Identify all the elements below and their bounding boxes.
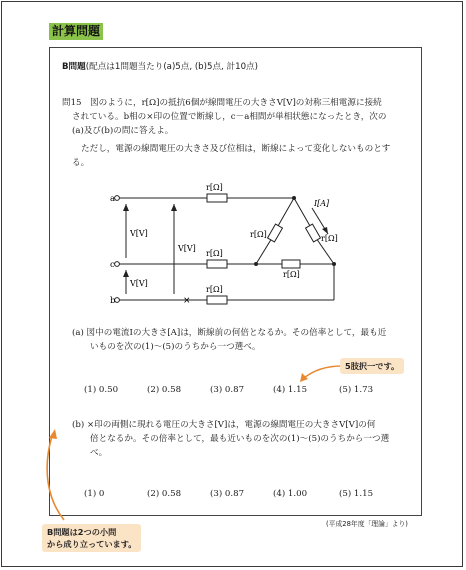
resistor-delta-bottom bbox=[282, 260, 300, 268]
voltage-arrow-bc-up bbox=[123, 270, 129, 277]
section-tag: 計算問題 bbox=[49, 23, 103, 40]
resistor-a-label: r[Ω] bbox=[206, 183, 223, 192]
terminal-a-label: a bbox=[110, 194, 116, 204]
question-b-choice-2: (2) 0.58 bbox=[147, 489, 182, 499]
voltage-ac-label: V[V] bbox=[130, 229, 148, 238]
callout-two-subquestions bbox=[42, 524, 141, 552]
question-a-choice-3: (3) 0.87 bbox=[210, 385, 245, 395]
problem-note-line-1: ただし，電源の線間電圧の大きさ及び位相は，断線によって変化しないものとす bbox=[81, 144, 391, 154]
question-b-choice-5: (5) 1.15 bbox=[339, 489, 374, 499]
problem-heading-note: (配点は1問題当たり(a)5点, (b)5点, 計10点) bbox=[85, 62, 258, 72]
source-citation: (平成28年度「理論」より) bbox=[326, 520, 408, 528]
problem-body-line-3: (a)及び(b)の問に答えよ。 bbox=[72, 126, 174, 136]
problem-body-line-2: されている。b相の×印の位置で断線し，c－a相間が単相状態になったとき，次の bbox=[72, 112, 387, 122]
junction-right bbox=[332, 262, 336, 266]
resistor-delta-left bbox=[268, 224, 283, 242]
resistor-delta-bottom-label: r[Ω] bbox=[283, 270, 300, 279]
problem-heading-label: B問題 bbox=[62, 62, 86, 72]
exam-sheet bbox=[49, 47, 422, 516]
callout-two-subquestions-line-2: から成り立っています。 bbox=[47, 539, 137, 549]
resistor-delta-right bbox=[306, 224, 321, 242]
question-a-choice-5: (5) 1.73 bbox=[339, 385, 374, 395]
resistor-b-label: r[Ω] bbox=[206, 285, 223, 294]
resistor-a-line bbox=[207, 194, 227, 202]
question-a-choice-4: (4) 1.15 bbox=[273, 385, 308, 395]
problem-number: 問15 bbox=[62, 98, 82, 108]
junction-left bbox=[254, 262, 258, 266]
circuit-diagram bbox=[50, 178, 423, 313]
resistor-delta-left-label: r[Ω] bbox=[250, 230, 267, 239]
resistor-b-line bbox=[207, 296, 227, 304]
break-mark: × bbox=[183, 296, 191, 306]
problem-note-line-2: る。 bbox=[72, 158, 90, 168]
junction-top bbox=[292, 196, 296, 200]
question-a-choice-1: (1) 0.50 bbox=[84, 385, 119, 395]
resistor-c-label: r[Ω] bbox=[206, 249, 223, 258]
question-b-choice-4: (4) 1.00 bbox=[273, 489, 308, 499]
resistor-delta-right-label: r[Ω] bbox=[321, 234, 338, 243]
terminal-c-label: c bbox=[110, 260, 115, 270]
problem-body-line-1: 図のように，r[Ω]の抵抗6個が線間電圧の大きさV[V]の対称三相電源に接続 bbox=[90, 98, 382, 108]
question-b-line-1: (b) ×印の両側に現れる電圧の大きさ[V]は，電源の線間電圧の大きさV[V]の何 bbox=[72, 420, 376, 430]
question-a-line-1: (a) 図中の電流Iの大きさ[A]は，断線前の何倍となるか。その倍率として，最も近 bbox=[72, 328, 387, 338]
question-b-choice-3: (3) 0.87 bbox=[210, 489, 245, 499]
callout-five-choices: 5肢択一です。 bbox=[340, 358, 404, 374]
callout-two-subquestions-line-1: B問題は2つの小問 bbox=[47, 527, 117, 537]
current-arrow-icon bbox=[322, 227, 328, 234]
voltage-bc-label: V[V] bbox=[130, 279, 148, 288]
voltage-arrow-ac-up bbox=[123, 204, 129, 211]
question-b-line-3: べ。 bbox=[90, 448, 108, 458]
question-a-choice-2: (2) 0.58 bbox=[147, 385, 182, 395]
terminal-c-node bbox=[115, 262, 120, 267]
terminal-a-node bbox=[115, 196, 120, 201]
terminal-b-label: b bbox=[110, 296, 116, 306]
voltage-arrow-ab-up bbox=[171, 204, 177, 211]
resistor-c-line bbox=[207, 260, 227, 268]
question-a-line-2: いものを次の(1)～(5)のうちから一つ選べ。 bbox=[90, 342, 261, 352]
problem-heading bbox=[62, 61, 258, 74]
question-b-choice-1: (1) 0 bbox=[84, 489, 105, 499]
voltage-ab-label: V[V] bbox=[178, 244, 196, 253]
current-label: I[A] bbox=[314, 199, 330, 208]
question-b-line-2: 倍となるか。その倍率として，最も近いものを次の(1)～(5)のうちから一つ選 bbox=[90, 434, 390, 444]
